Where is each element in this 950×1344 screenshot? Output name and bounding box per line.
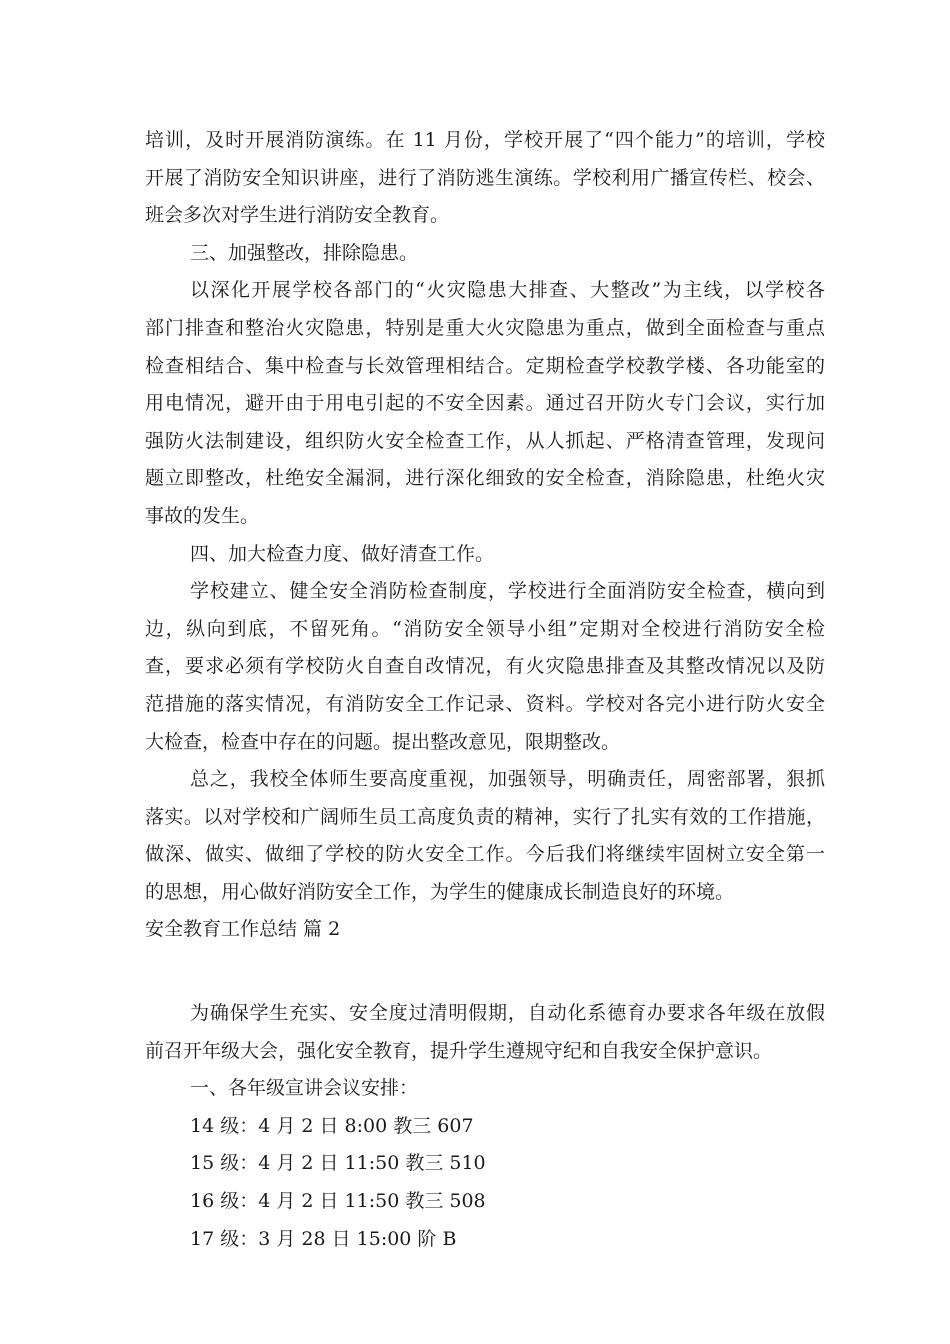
schedule-item: 16 级：4 月 2 日 11:50 教三 508	[190, 1190, 486, 1213]
blank-gap	[145, 949, 825, 995]
text-line: 前召开年级大会，强化安全教育，提升学生遵规守纪和自我安全保护意识。	[145, 1039, 773, 1062]
document-body	[145, 122, 825, 1258]
section-heading-schedule: 一、各年级宣讲会议安排：	[190, 1077, 419, 1100]
text-line: 检查相结合、集中检查与长效管理相结合。定期检查学校教学楼、各功能室的	[145, 354, 825, 377]
text-line: 用电情况，避开由于用电引起的不安全因素。通过召开防火专门会议，实行加	[145, 392, 825, 415]
text-line: 事故的发生。	[145, 504, 260, 527]
text-line: 落实。以对学校和广阔师生员工高度负责的精神，实行了扎实有效的工作措施，	[145, 805, 825, 828]
section-title: 安全教育工作总结 篇 2	[145, 918, 341, 941]
schedule-list	[145, 1108, 825, 1258]
paragraph-rectification	[145, 272, 825, 535]
section-heading-inspection: 四、加大检查力度、做好清查工作。	[190, 542, 495, 565]
text-line: 总之，我校全体师生要高度重视，加强领导，明确责任，周密部署，狠抓	[190, 768, 825, 791]
text-line: 的思想，用心做好消防安全工作，为学生的健康成长制造良好的环境。	[145, 880, 735, 903]
text-line: 做深、做实、做细了学校的防火安全工作。今后我们将继续牢固树立安全第一	[145, 843, 825, 866]
text-line: 班会多次对学生进行消防安全教育。	[145, 204, 450, 227]
text-line: 大检查，检查中存在的问题。提出整改意见，限期整改。	[145, 730, 621, 753]
text-line: 部门排查和整治火灾隐患，特别是重大火灾隐患为重点，做到全面检查与重点	[145, 316, 825, 339]
paragraph-training	[145, 122, 825, 235]
paragraph-inspection	[145, 573, 825, 761]
schedule-item: 14 级：4 月 2 日 8:00 教三 607	[190, 1114, 474, 1137]
text-line: 题立即整改，杜绝安全漏洞，进行深化细致的安全检查，消除隐患，杜绝火灾	[145, 467, 825, 490]
text-line: 强防火法制建设，组织防火安全检查工作，从人抓起、严格清查管理，发现问	[145, 429, 825, 452]
text-line: 边，纵向到底，不留死角。“消防安全领导小组”定期对全校进行消防安全检	[145, 617, 825, 640]
text-line: 范措施的落实情况，有消防安全工作记录、资料。学校对各完小进行防火安全	[145, 692, 825, 715]
schedule-item: 15 级：4 月 2 日 11:50 教三 510	[190, 1152, 486, 1175]
section-heading-rectification: 三、加强整改，排除隐患。	[190, 241, 419, 264]
text-line: 为确保学生充实、安全度过清明假期，自动化系德育办要求各年级在放假	[190, 1002, 825, 1025]
text-line: 查，要求必须有学校防火自查自改情况，有火灾隐患排查及其整改情况以及防	[145, 655, 825, 678]
paragraph-summary	[145, 761, 825, 911]
paragraph-intro	[145, 995, 825, 1070]
text-line: 培训，及时开展消防演练。在 11 月份，学校开展了“四个能力”的培训，学校	[145, 129, 825, 151]
text-line: 以深化开展学校各部门的“火灾隐患大排查、大整改”为主线，以学校各	[190, 279, 825, 302]
schedule-item: 17 级：3 月 28 日 15:00 阶 B	[190, 1227, 457, 1250]
text-line: 开展了消防安全知识讲座，进行了消防逃生演练。学校利用广播宣传栏、校会、	[145, 166, 825, 189]
text-line: 学校建立、健全安全消防检查制度，学校进行全面消防安全检查，横向到	[190, 580, 825, 603]
